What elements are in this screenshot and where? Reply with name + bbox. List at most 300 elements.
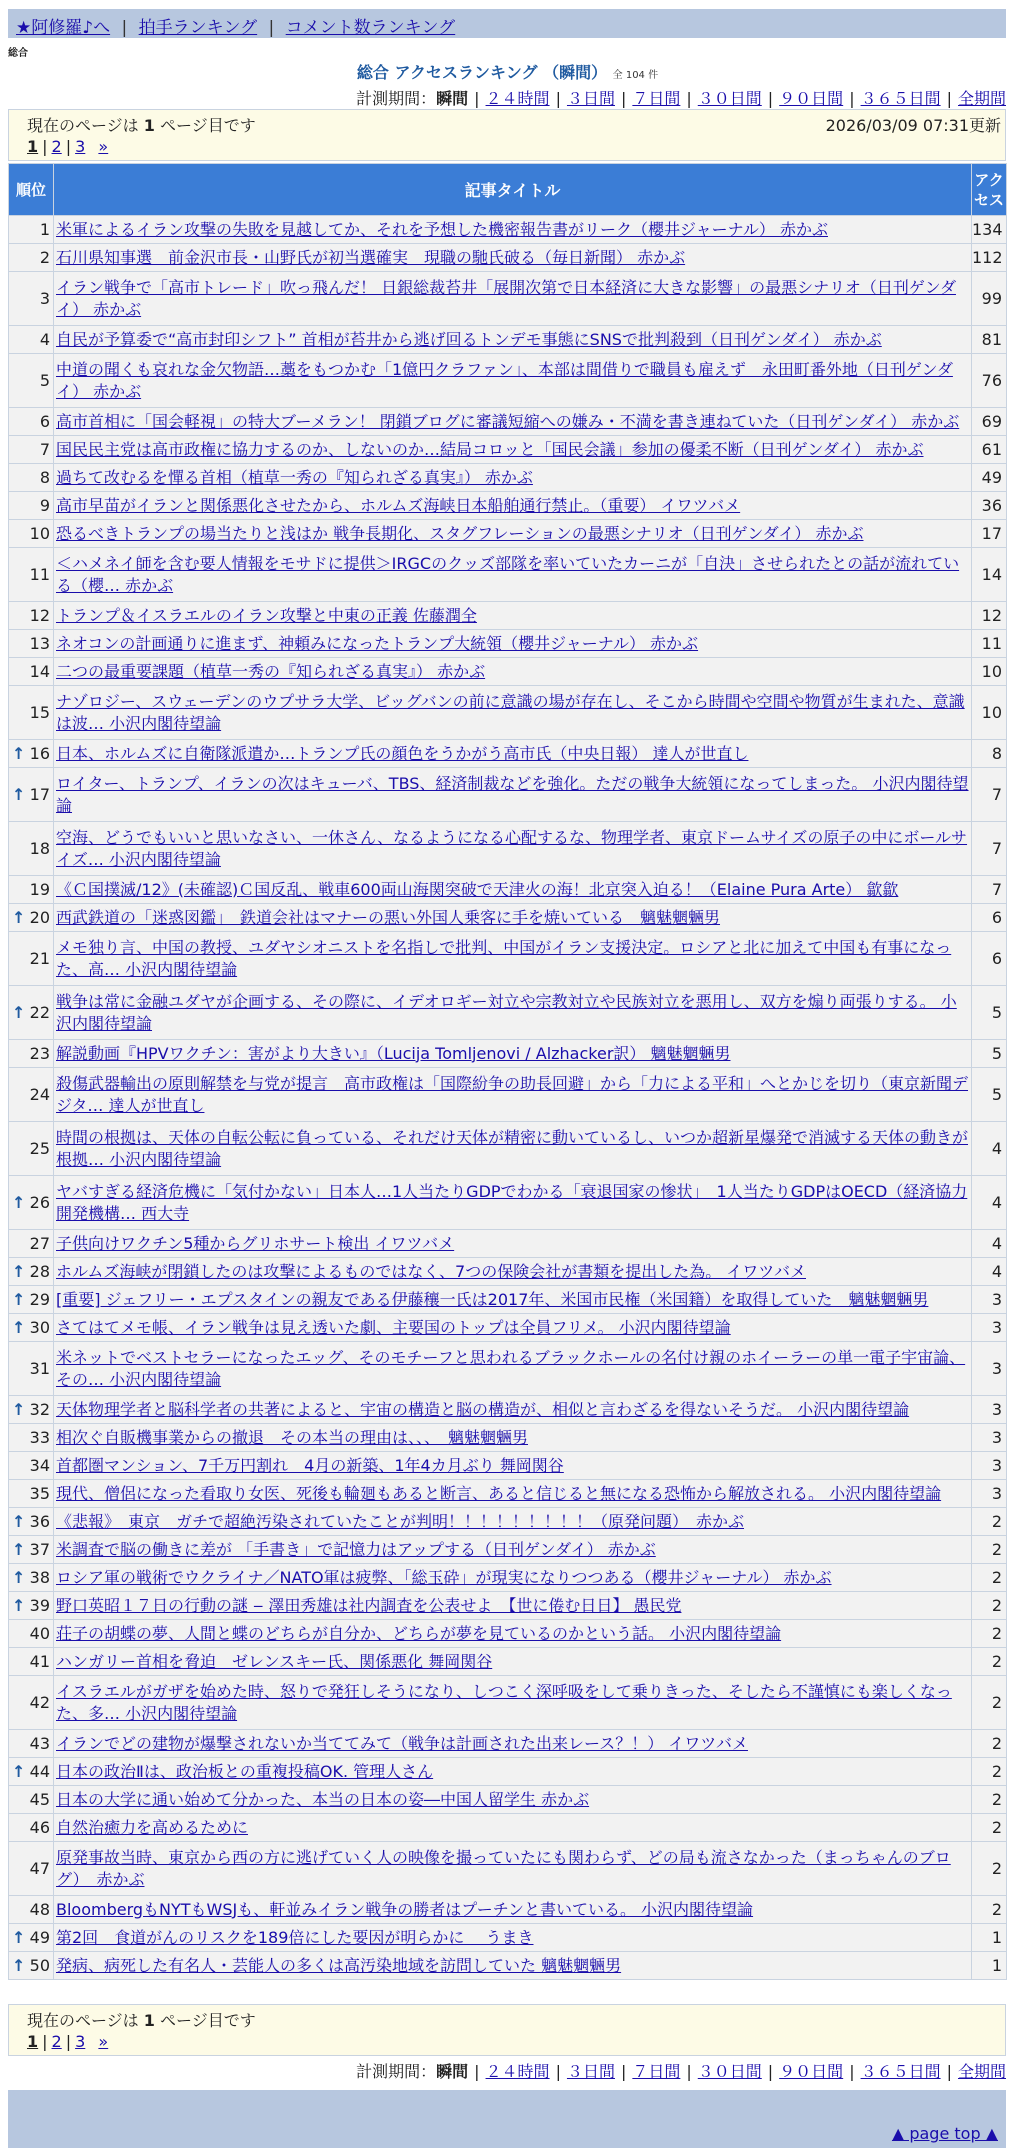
access-count: 61 (972, 436, 1007, 464)
table-row (9, 1068, 1007, 1122)
pagination-current: 1 (27, 137, 39, 156)
table-row (9, 1648, 1007, 1676)
rank-number: 26 (29, 1193, 50, 1212)
article-link[interactable]: ホルムズ海峡が閉鎖したのは攻撃によるものではなく、7つの保険会社が書類を提出した為。 イワツバメ (56, 1261, 806, 1281)
title-cell (54, 244, 972, 272)
access-count: 2 (972, 1564, 1007, 1592)
title-cell (54, 1068, 972, 1122)
access-count: 4 (972, 1258, 1007, 1286)
rank-cell (9, 1508, 54, 1536)
article-link[interactable]: 殺傷武器輸出の原則解禁を与党が提言 高市政権は「国際紛争の助長回避」から「力による平和」へとかじを切り（東京新聞デジタ… 達人が世直し (56, 1073, 969, 1115)
article-link[interactable]: 首都圏マンション、7千万円割れ 4月の新築、1年4カ月ぶり 舞岡関谷 (56, 1455, 564, 1475)
period-link[interactable]: ２４時間 (485, 89, 550, 108)
table-row (9, 1230, 1007, 1258)
period-link[interactable]: ３日間 (566, 89, 615, 108)
page-status (27, 2008, 256, 2031)
period-separator: | (555, 2062, 561, 2081)
rank-cell (9, 1424, 54, 1452)
header-title: 記事タイトル (54, 164, 972, 216)
article-link[interactable]: 高市首相に「国会軽視」の特大ブーメラン！ 閉鎖ブログに審議短縮への嫌み・不満を書き連ねていた（日刊ゲンダイ） 赤かぶ (56, 411, 960, 431)
table-row (9, 548, 1007, 602)
table-row (9, 1040, 1007, 1068)
article-link[interactable]: ロイター、トランプ、イランの次はキューバ、TBS、経済制裁などを強化。ただの戦争大統領になってしまった。 小沢内閣待望論 (56, 773, 969, 815)
rank-cell (9, 1592, 54, 1620)
period-link[interactable]: ２４時間 (485, 2062, 550, 2081)
access-count: 112 (972, 244, 1007, 272)
article-link[interactable]: 石川県知事選 前金沢市長・山野氏が初当選確実 現職の馳氏破る（毎日新聞） 赤かぶ (56, 247, 686, 267)
access-count: 69 (972, 408, 1007, 436)
home-link[interactable]: ★阿修羅♪へ (16, 18, 111, 38)
title-cell (54, 1842, 972, 1896)
period-link[interactable]: 全期間 (957, 2062, 1006, 2081)
table-row (9, 1842, 1007, 1896)
title-cell (54, 436, 972, 464)
page-status-post: ページ目です (160, 116, 256, 135)
title-cell (54, 1480, 972, 1508)
period-separator: | (946, 2062, 952, 2081)
rank-number: 11 (29, 565, 50, 584)
rank-cell (9, 464, 54, 492)
access-count: 7 (972, 822, 1007, 876)
title-cell (54, 932, 972, 986)
rank-number: 8 (39, 468, 50, 487)
access-count: 4 (972, 1176, 1007, 1230)
article-link[interactable]: BloombergもNYTもWSJも、軒並みイラン戦争の勝者はプーチンと書いている。 小沢内閣待望論 (56, 1899, 754, 1919)
rank-cell (9, 1068, 54, 1122)
access-count: 3 (972, 1396, 1007, 1424)
rank-cell (9, 740, 54, 768)
table-row (9, 1676, 1007, 1730)
title-cell (54, 1342, 972, 1396)
rank-number: 22 (29, 1003, 50, 1022)
up-arrow-icon: ↑ (12, 785, 26, 804)
title-cell (54, 1230, 972, 1258)
rank-number: 12 (29, 606, 50, 625)
rank-number: 20 (29, 908, 50, 927)
pagination-separator: | (65, 2032, 72, 2051)
up-arrow-icon: ↑ (12, 1290, 26, 1309)
table-row (9, 1730, 1007, 1758)
article-link[interactable]: ハンガリー首相を脅迫 ゼレンスキー氏、関係悪化 舞岡関谷 (56, 1651, 493, 1671)
access-count: 17 (972, 520, 1007, 548)
rank-cell (9, 1314, 54, 1342)
rank-number: 28 (29, 1262, 50, 1281)
title-cell (54, 1452, 972, 1480)
access-count: 2 (972, 1536, 1007, 1564)
nav-separator: | (121, 18, 128, 38)
article-link[interactable]: イスラエルがガザを始めた時、怒りで発狂しそうになり、しつこく深呼吸をして乗りきった、そしたら不謹慎にも楽しくなった、多… 小沢内閣待望論 (56, 1681, 952, 1723)
rank-number: 18 (29, 839, 50, 858)
access-count: 2 (972, 1758, 1007, 1786)
article-link[interactable]: 中道の聞くも哀れな金欠物語…藁をもつかむ「1億円クラファン」、本部は間借りで職員も雇えず 永田町番外地（日刊ゲンダイ） 赤かぶ (56, 359, 953, 401)
pagination-current: 1 (27, 2032, 39, 2051)
table-row (9, 602, 1007, 630)
table-row (9, 1758, 1007, 1786)
pagination-separator: | (65, 137, 72, 156)
access-count: 1 (972, 1924, 1007, 1952)
table-row (9, 1786, 1007, 1814)
period-separator: | (849, 2062, 855, 2081)
article-link[interactable]: ロシア軍の戦術でウクライナ／NATO軍は疲弊、「総玉砕」が現実になりつつある（櫻井ジャーナル） 赤かぶ (56, 1567, 832, 1587)
rank-number: 9 (39, 496, 50, 515)
access-count: 2 (972, 1786, 1007, 1814)
pagination-link[interactable]: 3 (75, 137, 86, 156)
rank-number: 19 (29, 880, 50, 899)
rank-number: 50 (29, 1956, 50, 1975)
up-arrow-icon: ↑ (12, 1512, 26, 1531)
rank-number: 39 (29, 1596, 50, 1615)
rank-number: 25 (29, 1139, 50, 1158)
access-count: 2 (972, 1648, 1007, 1676)
access-count: 1 (972, 1952, 1007, 1980)
article-link[interactable]: 高市早苗がイランと関係悪化させたから、ホルムズ海峡日本船舶通行禁止。（重要） イワツバメ (56, 495, 741, 515)
period-current: 瞬間 (436, 89, 469, 108)
title-cell (54, 630, 972, 658)
rank-number: 30 (29, 1318, 50, 1337)
access-count: 14 (972, 548, 1007, 602)
period-label: 計測期間： (356, 89, 437, 108)
up-arrow-icon: ↑ (12, 1318, 26, 1337)
pagination-link[interactable]: 3 (75, 2032, 86, 2051)
rank-number: 2 (39, 248, 50, 267)
page-status-post: ページ目です (160, 2011, 256, 2030)
access-count: 11 (972, 630, 1007, 658)
updated-timestamp: 2026/03/09 07:31更新 (825, 116, 1001, 135)
top-nav-bar (8, 9, 1006, 38)
pagination-next[interactable]: » (98, 137, 109, 156)
period-separator: | (686, 2062, 692, 2081)
table-row (9, 1536, 1007, 1564)
access-count: 2 (972, 1592, 1007, 1620)
article-link[interactable]: 《悲報》 東京 ガチで超絶汚染されていたことが判明！！！！！！！！！（原発问題） 赤かぶ (56, 1511, 745, 1531)
rank-number: 6 (39, 412, 50, 431)
rank-cell (9, 1122, 54, 1176)
period-separator: | (620, 89, 627, 108)
title-cell (54, 1314, 972, 1342)
title-cell (54, 1730, 972, 1758)
access-count: 2 (972, 1620, 1007, 1648)
title-cell (54, 1786, 972, 1814)
period-separator: | (946, 89, 952, 108)
article-link[interactable]: 原発事故当時、東京から西の方に逃げていく人の映像を撮っていたにも関わらず、どの局も流さなかった（まっちゃんのブログ） 赤かぶ (56, 1847, 951, 1889)
access-count: 2 (972, 1508, 1007, 1536)
clap-ranking-link[interactable]: 拍手ランキング (138, 18, 258, 38)
table-row (9, 216, 1007, 244)
rank-number: 10 (29, 524, 50, 543)
table-row (9, 768, 1007, 822)
rank-number: 29 (29, 1290, 50, 1309)
title-cell (54, 1122, 972, 1176)
period-link[interactable]: ９０日間 (779, 89, 844, 108)
pagination-next[interactable]: » (98, 2032, 109, 2051)
footer-bar (8, 2090, 1006, 2119)
period-separator: | (555, 89, 561, 108)
rank-cell (9, 1924, 54, 1952)
rank-number: 34 (29, 1456, 50, 1475)
article-link[interactable]: 野口英昭１７日の行動の謎 ‒ 澤田秀雄は社内調査を公表せよ 【世に倦む日日】 愚民党 (56, 1595, 682, 1615)
rank-number: 41 (29, 1652, 50, 1671)
table-row (9, 1480, 1007, 1508)
table-row (9, 520, 1007, 548)
article-link[interactable]: 《Ｃ国撲滅/12》(未確認)Ｃ国反乱、戦車600両山海関突破で天津火の海！北京突入迫る！（Elaine Pura Arte） 歙歙 (56, 879, 899, 899)
page-status-current: 1 (143, 116, 155, 135)
article-link[interactable]: 国民民主党は高市政権に協力するのか、しないのか…結局コロッと「国民会議」参加の優柔不断（日刊ゲンダイ） 赤かぶ (56, 439, 924, 459)
rank-cell (9, 1842, 54, 1896)
rank-cell (9, 986, 54, 1040)
page-status-current: 1 (143, 2011, 155, 2030)
page-top-bar (8, 2119, 1006, 2148)
article-link[interactable]: 日本の大学に通い始めて分かった、本当の日本の姿―中国人留学生 赤かぶ (56, 1789, 590, 1809)
period-link[interactable]: ９０日間 (779, 2062, 844, 2081)
header-rank: 順位 (9, 164, 54, 216)
rank-cell (9, 822, 54, 876)
table-row (9, 1314, 1007, 1342)
table-row (9, 1258, 1007, 1286)
article-link[interactable]: 子供向けワクチン5種からグリホサート検出 イワツバメ (56, 1233, 455, 1253)
rank-cell (9, 1040, 54, 1068)
article-link[interactable]: ネオコンの計画通りに進まず、神頼みになったトランプ大統領（櫻井ジャーナル） 赤かぶ (56, 633, 699, 653)
rank-cell (9, 492, 54, 520)
period-link[interactable]: 全期間 (957, 89, 1006, 108)
period-label: 計測期間： (356, 2062, 437, 2081)
article-link[interactable]: 自民が予算委で“高市封印シフト” 首相が苔井から逃げ回るトンデモ事態にSNSで批判殺到（日刊ゲンダイ） 赤かぶ (56, 329, 882, 349)
rank-number: 37 (29, 1540, 50, 1559)
rank-cell (9, 686, 54, 740)
title-cell (54, 1258, 972, 1286)
title-cell (54, 1396, 972, 1424)
title-cell (54, 1814, 972, 1842)
period-separator: | (767, 2062, 774, 2081)
article-link[interactable]: 恐るべきトランプの場当たりと浅はか 戦争長期化、スタグフレーションの最悪シナリオ（日刊ゲンダイ） 赤かぶ (56, 523, 864, 543)
access-count: 2 (972, 1842, 1007, 1896)
table-row (9, 1286, 1007, 1314)
article-link[interactable]: 戦争は常に金融ユダヤが企画する、その際に、イデオロギー対立や宗教対立や民族対立を悪用し、双方を煽り両張りする。 小沢内閣待望論 (56, 991, 957, 1033)
article-link[interactable]: 日本の政治Ⅱは、政治板との重複投稿OK. 管理人さん (56, 1761, 434, 1781)
title-cell (54, 1896, 972, 1924)
rank-number: 17 (29, 785, 50, 804)
rank-cell (9, 932, 54, 986)
period-current: 瞬間 (436, 2062, 469, 2081)
rank-number: 14 (29, 662, 50, 681)
rank-number: 42 (29, 1693, 50, 1712)
title-cell (54, 1648, 972, 1676)
rank-number: 1 (39, 220, 50, 239)
pagination-link[interactable]: 2 (51, 137, 62, 156)
comment-ranking-link[interactable]: コメント数ランキング (285, 18, 456, 38)
rank-cell (9, 1536, 54, 1564)
access-count: 2 (972, 1896, 1007, 1924)
rank-cell (9, 408, 54, 436)
article-link[interactable]: トランプ＆イスラエルのイラン攻撃と中東の正義 佐藤潤全 (56, 605, 477, 625)
title-cell (54, 1620, 972, 1648)
title-cell (54, 658, 972, 686)
access-count: 10 (972, 686, 1007, 740)
article-link[interactable]: 解説動画『HPVワクチン：害がより大きい』（Lucija Tomljenovi / Alzhacker訳） 魑魅魍魎男 (56, 1043, 731, 1063)
article-link[interactable]: ヤバすぎる経済危機に「気付かない」日本人…1人当たりGDPでわかる「衰退国家の惨状」 1人当たりGDPはOECD（経済協力開発機構… 西大寺 (56, 1181, 968, 1223)
article-link[interactable]: 荘子の胡蝶の夢、人間と蝶のどちらが自分か、どちらが夢を見ているのかという話。 小沢内閣待望論 (56, 1623, 782, 1643)
rank-cell (9, 1814, 54, 1842)
article-link[interactable]: メモ独り言、中国の教授、ユダヤシオニストを名指しで批判、中国がイラン支援決定。ロシアと北に加えて中国も有事になった、高… 小沢内閣待望論 (56, 937, 952, 979)
article-link[interactable]: 現代、僧侶になった看取り女医、死後も輪廻もあると断言、あると信じると無になる恐怖から解放される。 小沢内閣待望論 (56, 1483, 942, 1503)
ranking-table (8, 163, 1007, 1980)
article-link[interactable]: 米ネットでベストセラーになったエッグ、そのモチーフと思われるブラックホールの名付け親のホイーラーの単一電子宇宙論、その… 小沢内閣待望論 (56, 1347, 966, 1389)
article-link[interactable]: 天体物理学者と脳科学者の共著によると、宇宙の構造と脳の構造が、相似と言わざるを得ないそうだ。 小沢内閣待望論 (56, 1399, 910, 1419)
period-link[interactable]: ７日間 (632, 89, 681, 108)
rank-number: 24 (29, 1085, 50, 1104)
article-link[interactable]: 発病、病死した有名人・芸能人の多くは高汚染地域を訪問していた 魑魅魍魎男 (56, 1955, 622, 1975)
article-link[interactable]: 空海、どうでもいいと思いなさい、一休さん、なるようになる心配するな、物理学者、東京ドームサイズの原子の中にボールサイズ… 小沢内閣待望論 (56, 827, 968, 869)
rank-number: 38 (29, 1568, 50, 1587)
article-link[interactable]: 自然治癒力を高めるために (56, 1817, 249, 1837)
rank-cell (9, 876, 54, 904)
rank-cell (9, 904, 54, 932)
period-link[interactable]: ３０日間 (697, 89, 762, 108)
article-link[interactable]: ナゾロジー、スウェーデンのウプサラ大学、ビッグバンの前に意識の場が存在し、そこから時間や空間や物質が生まれた、意識は波… 小沢内閣待望論 (56, 691, 965, 733)
article-link[interactable]: 過ちて改むるを憚る首相（植草一秀の『知られざる真実』） 赤かぶ (56, 467, 533, 487)
rank-number: 48 (29, 1900, 50, 1919)
page-top-link[interactable]: ▲ page top ▲ (891, 2124, 998, 2143)
period-link[interactable]: ７日間 (632, 2062, 681, 2081)
access-count: 6 (972, 932, 1007, 986)
title-cell (54, 464, 972, 492)
access-count: 76 (972, 354, 1007, 408)
up-arrow-icon: ↑ (12, 1928, 26, 1947)
access-count: 3 (972, 1424, 1007, 1452)
up-arrow-icon: ↑ (12, 1262, 26, 1281)
rank-number: 21 (29, 949, 50, 968)
period-separator: | (686, 89, 692, 108)
access-count: 2 (972, 1676, 1007, 1730)
rank-cell (9, 272, 54, 326)
period-link[interactable]: ３６５日間 (860, 2062, 941, 2081)
rank-number: 32 (29, 1400, 50, 1419)
rank-number: 27 (29, 1234, 50, 1253)
rank-number: 46 (29, 1818, 50, 1837)
table-row (9, 1564, 1007, 1592)
title-cell (54, 1924, 972, 1952)
up-arrow-icon: ↑ (12, 1568, 26, 1587)
article-link[interactable]: 日本、ホルムズに自衛隊派遣か…トランプ氏の顔色をうかがう高市氏（中央日報） 達人が世直し (56, 743, 749, 763)
access-count: 10 (972, 658, 1007, 686)
article-link[interactable]: 米軍によるイラン攻撃の失敗を見越してか、それを予想した機密報告書がリーク（櫻井ジャーナル） 赤かぶ (56, 219, 828, 239)
rank-cell (9, 520, 54, 548)
table-row (9, 686, 1007, 740)
up-arrow-icon: ↑ (12, 744, 26, 763)
period-link[interactable]: ３６５日間 (860, 89, 941, 108)
table-row (9, 1424, 1007, 1452)
title-cell (54, 1536, 972, 1564)
access-count: 3 (972, 1286, 1007, 1314)
rank-cell (9, 1176, 54, 1230)
table-row (9, 408, 1007, 436)
table-row (9, 1122, 1007, 1176)
article-link[interactable]: ＜ハメネイ師を含む要人情報をモサドに提供＞IRGCのクッズ部隊を率いていたカーニが「自決」させられたとの話が流れている（櫻… 赤かぶ (56, 553, 960, 595)
period-separator: | (620, 2062, 627, 2081)
period-link[interactable]: ３日間 (566, 2062, 615, 2081)
rank-number: 5 (39, 371, 50, 390)
table-row (9, 630, 1007, 658)
title-cell (54, 1676, 972, 1730)
rank-number: 47 (29, 1859, 50, 1878)
title-cell (54, 1758, 972, 1786)
page-title-text: 総合 アクセスランキング （瞬間） (356, 63, 608, 82)
title-cell (54, 1286, 972, 1314)
article-link[interactable]: [重要] ジェフリー・エプスタインの親友である伊藤穰一氏は2017年、米国市民権（米国籍）を取得していた 魑魅魍魎男 (56, 1289, 929, 1309)
rank-number: 35 (29, 1484, 50, 1503)
up-arrow-icon: ↑ (12, 1400, 26, 1419)
rank-number: 43 (29, 1734, 50, 1753)
pagination-separator: | (42, 2032, 48, 2051)
rank-number: 33 (29, 1428, 50, 1447)
table-row (9, 932, 1007, 986)
title-cell (54, 602, 972, 630)
rank-number: 15 (29, 703, 50, 722)
up-arrow-icon: ↑ (12, 1540, 26, 1559)
rank-cell (9, 1564, 54, 1592)
title-cell (54, 1952, 972, 1980)
page-status (27, 113, 256, 136)
up-arrow-icon: ↑ (12, 908, 26, 927)
table-row (9, 244, 1007, 272)
article-link[interactable]: 時間の根拠は、天体の自転公転に負っている、それだけ天体が精密に動いているし、いつか超新星爆発で消滅する天体の動きが根拠… 小沢内閣待望論 (56, 1127, 969, 1169)
period-separator: | (474, 2062, 480, 2081)
access-count: 6 (972, 904, 1007, 932)
rank-cell (9, 354, 54, 408)
access-count: 3 (972, 1480, 1007, 1508)
article-link[interactable]: 第2回 食道がんのリスクを189倍にした要因が明らかに うまき (56, 1927, 534, 1947)
table-row (9, 740, 1007, 768)
rank-cell (9, 244, 54, 272)
rank-cell (9, 1952, 54, 1980)
pagination-link[interactable]: 2 (51, 2032, 62, 2051)
rank-number: 44 (29, 1762, 50, 1781)
title-cell (54, 876, 972, 904)
title-cell (54, 986, 972, 1040)
period-selector-top (356, 86, 1006, 109)
rank-number: 36 (29, 1512, 50, 1531)
article-link[interactable]: イランでどの建物が爆撃されないか当ててみて（戦争は計画された出来レース？！） イワツバメ (56, 1733, 748, 1753)
article-link[interactable]: イラン戦争で「高市トレード」吹っ飛んだ！ 日銀総裁苔井「展開次第で日本経済に大きな影響」の最悪シナリオ（日刊ゲンダイ） 赤かぶ (56, 277, 956, 319)
table-row (9, 1814, 1007, 1842)
access-count: 5 (972, 1068, 1007, 1122)
access-count: 12 (972, 602, 1007, 630)
table-row (9, 1176, 1007, 1230)
title-cell (54, 1176, 972, 1230)
rank-cell (9, 602, 54, 630)
access-count: 4 (972, 1230, 1007, 1258)
table-row (9, 272, 1007, 326)
article-link[interactable]: 二つの最重要課題（植草一秀の『知られざる真実』） 赤かぶ (56, 661, 486, 681)
article-link[interactable]: 米調査で脳の働きに差が 「手書き」で記憶力はアップする（日刊ゲンダイ） 赤かぶ (56, 1539, 656, 1559)
pagination-separator: | (42, 137, 48, 156)
article-link[interactable]: 西武鉄道の「迷惑図鑑」 鉄道会社はマナーの悪い外国人乗客に手を焼いている 魑魅魍魎男 (56, 907, 721, 927)
table-row (9, 492, 1007, 520)
table-row (9, 1508, 1007, 1536)
period-link[interactable]: ３０日間 (697, 2062, 762, 2081)
access-count: 2 (972, 1730, 1007, 1758)
rank-cell (9, 1452, 54, 1480)
up-arrow-icon: ↑ (12, 1193, 26, 1212)
period-separator: | (474, 89, 480, 108)
table-row (9, 436, 1007, 464)
pagination (27, 2032, 108, 2051)
rank-cell (9, 1648, 54, 1676)
title-cell (54, 272, 972, 326)
title-cell (54, 740, 972, 768)
article-link[interactable]: 相次ぐ自販機事業からの撤退 その本当の理由は、、、 魑魅魍魎男 (56, 1427, 529, 1447)
article-link[interactable]: さてはてメモ帳、イラン戦争は見え透いた劇、主要国のトップは全員フリメ。 小沢内閣待望論 (56, 1317, 731, 1337)
rank-number: 40 (29, 1624, 50, 1643)
